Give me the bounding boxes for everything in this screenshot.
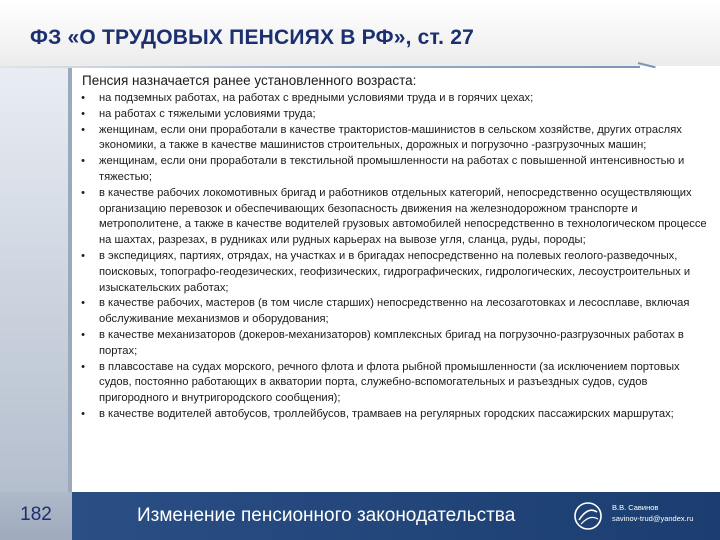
bullet-icon: • <box>81 360 85 373</box>
intro-text: Пенсия назначается ранее установленного возраста: <box>82 73 417 88</box>
list-item <box>72 154 718 186</box>
list-item <box>72 360 718 407</box>
bullet-icon: • <box>81 123 85 136</box>
list-item <box>72 249 718 296</box>
list-item <box>72 107 718 123</box>
bullet-icon: • <box>81 407 85 420</box>
slide-footer <box>0 492 720 540</box>
list-item-text: в качестве рабочих, мастеров (в том числе старших) непосредственно на лесозаготовках и лесосплаве, включая обслуживание механизмов и оборудования; <box>99 297 690 326</box>
list-item <box>72 296 718 328</box>
list-item-text: в экспедициях, партиях, отрядах, на участках и в бригадах непосредственно на полевых геолого-разведочных, поисковых, топографо-геодезических, геофизических, гидрографических, гидрологических, лесоустроительных и изыскательских работах; <box>99 249 691 294</box>
list-item-text: на работах с тяжелыми условиями труда; <box>99 107 316 120</box>
list-item <box>72 328 718 360</box>
author-email: savinov-trud@yandex.ru <box>612 514 694 523</box>
slide-title: ФЗ «О ТРУДОВЫХ ПЕНСИЯХ В РФ», ст. 27 <box>30 26 474 49</box>
list-item <box>72 186 718 249</box>
list-item-text: в качестве водителей автобусов, троллейбусов, трамваев на регулярных городских пассажирских маршрутах; <box>99 407 674 420</box>
bullet-icon: • <box>81 186 85 199</box>
author-name: В.В. Савинов <box>612 503 659 512</box>
list-item-text: на подземных работах, на работах с вредными условиями труда и в горячих цехах; <box>99 92 534 104</box>
left-side-panel <box>0 68 72 540</box>
footer-title: Изменение пенсионного законодательства <box>137 505 516 526</box>
page-number-box <box>0 492 72 540</box>
bullet-icon: • <box>81 107 85 120</box>
bullet-icon: • <box>81 249 85 262</box>
slide-header <box>0 0 720 66</box>
list-item <box>72 407 718 423</box>
author-info <box>612 502 716 524</box>
list-item-text: в качестве рабочих локомотивных бригад и работников отдельных категорий, непосредственно осуществляющих организацию перевозок и обеспечивающих безопасность движения на железнодорожном транспорте и метрополитене, а также в качестве водителей грузовых автомобилей непосредственно в технологическом процессе на шахтах, разрезах, в рудниках или рудных карьерах на вывозе угля, сланца, руды, породы; <box>99 186 707 247</box>
bullet-icon: • <box>81 155 85 168</box>
bullet-icon: • <box>81 297 85 310</box>
bullet-icon: • <box>81 328 85 341</box>
abstract-logo-icon <box>572 500 604 532</box>
list-item <box>72 91 718 107</box>
list-item-text: в качестве механизаторов (докеров-механизаторов) комплексных бригад на погрузочно-разгрузочных работах в портах; <box>99 328 684 357</box>
list-item-text: женщинам, если они проработали в текстильной промышленности на работах с повышенной интенсивностью и тяжестью; <box>99 155 685 183</box>
list-item-text: в плавсоставе на судах морского, речного флота и флота рыбной промышленности (за исключением портовых судов, постоянно работающих в акватории порта, служебно-вспомогательных и разъездных судов, судов пригородного и внутригородского сообщения); <box>99 360 680 405</box>
slide-body <box>72 68 718 492</box>
bullet-icon: • <box>81 92 85 104</box>
conditions-list <box>72 91 718 423</box>
page-number: 182 <box>20 504 52 525</box>
list-item <box>72 123 718 155</box>
list-item-text: женщинам, если они проработали в качестве трактористов-машинистов в сельском хозяйстве, других отраслях экономики, а также в качестве машинистов строительных, дорожных и погрузочно -разгрузочных машин; <box>99 123 682 152</box>
